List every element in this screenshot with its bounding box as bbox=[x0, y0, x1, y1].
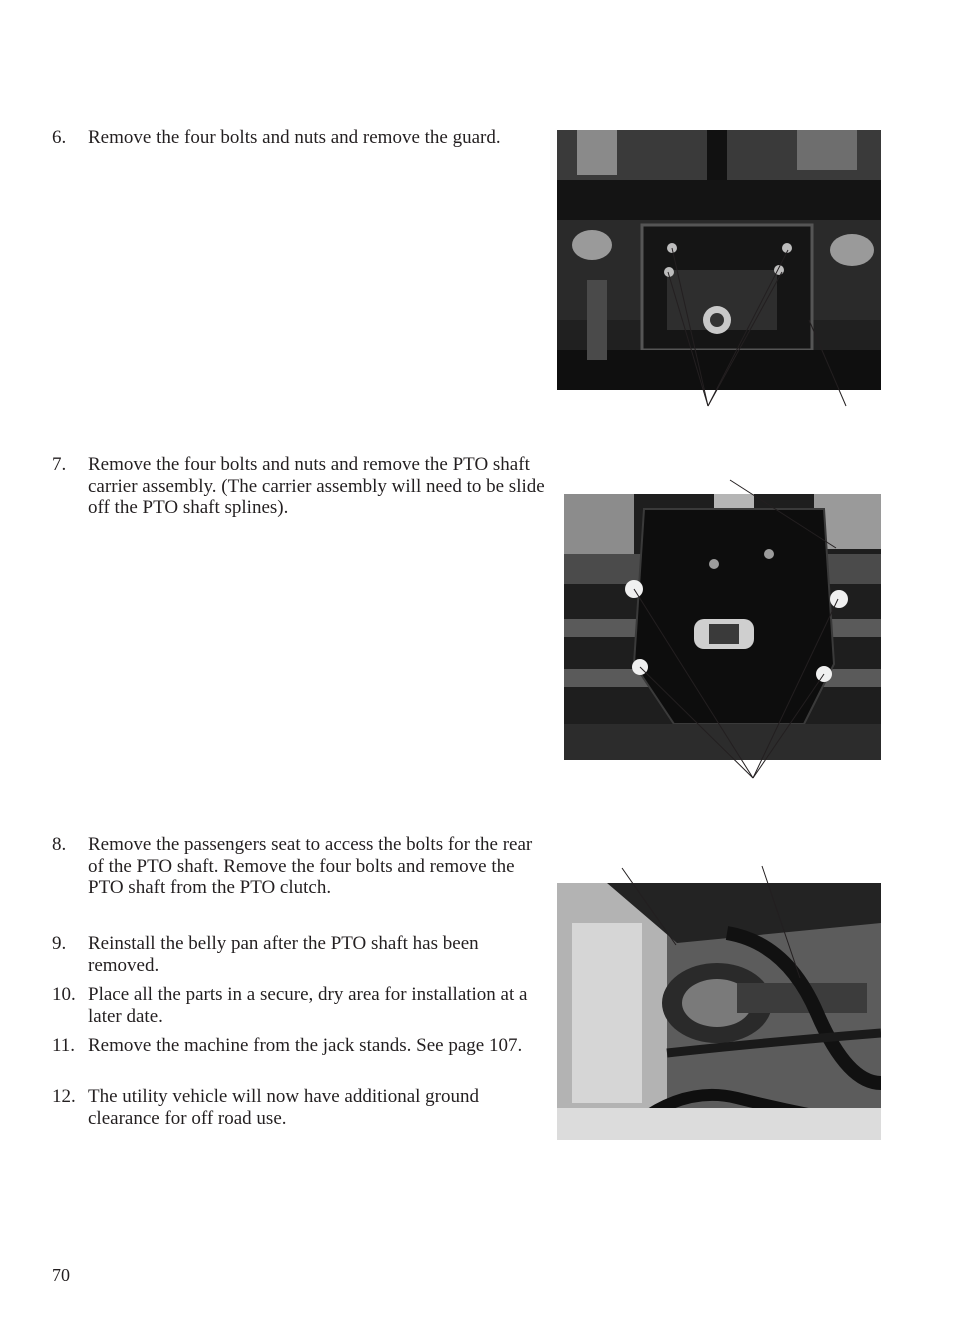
step-text: Remove the four bolts and nuts and remove the guard. bbox=[88, 127, 501, 148]
page-number: 70 bbox=[52, 1265, 70, 1285]
guard-photo bbox=[557, 130, 881, 390]
step-number: 6. bbox=[52, 127, 67, 148]
step-text: Reinstall the belly pan after the PTO shaft has been removed. bbox=[88, 933, 479, 976]
step-number: 12. bbox=[52, 1086, 76, 1107]
step-text: Remove the passengers seat to access the bolts for the rear of the PTO shaft. Remove the four bolts and remove the PTO shaft from the PTO clutch. bbox=[88, 834, 533, 898]
step-text: Remove the four bolts and nuts and remove the PTO shaft carrier assembly. (The carrier assembly will need to be slide off the PTO shaft splines). bbox=[88, 454, 545, 518]
pto-clutch-photo bbox=[557, 883, 881, 1140]
pto-carrier-photo bbox=[564, 494, 881, 760]
step-number: 10. bbox=[52, 984, 76, 1005]
step-text: Place all the parts in a secure, dry area for installation at a later date. bbox=[88, 984, 528, 1027]
step-number: 8. bbox=[52, 834, 67, 855]
step-text: Remove the machine from the jack stands. See page 107. bbox=[88, 1035, 523, 1056]
step-text: The utility vehicle will now have additional ground clearance for off road use. bbox=[88, 1086, 479, 1129]
step-number: 7. bbox=[52, 454, 67, 475]
step-number: 9. bbox=[52, 933, 67, 954]
step-number: 11. bbox=[52, 1035, 76, 1056]
